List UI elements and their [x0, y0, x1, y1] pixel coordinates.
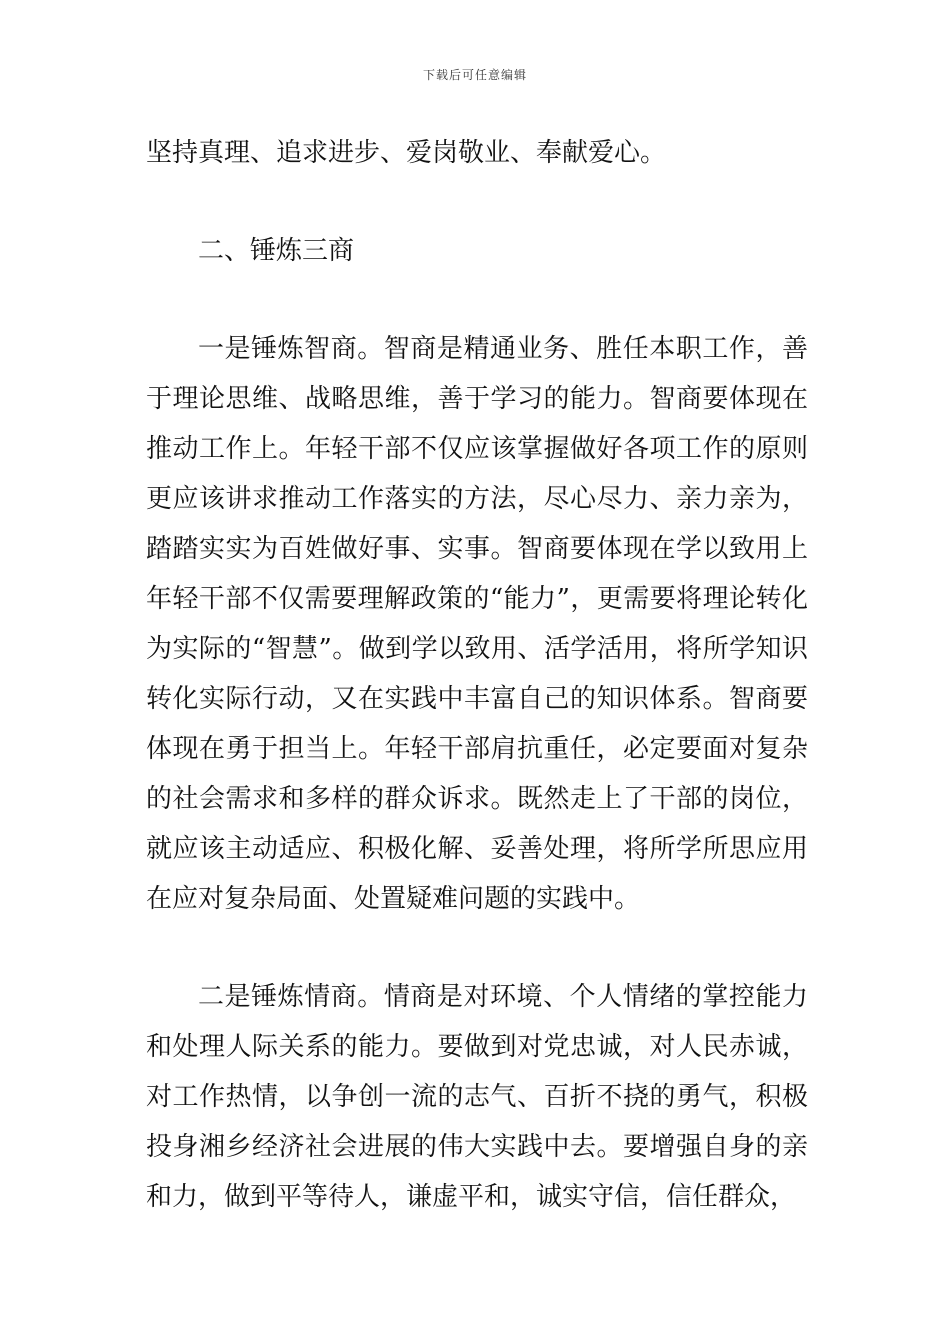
paragraph-continuation: 坚持真理、追求进步、爱岗敬业、奉献爱心。	[146, 138, 667, 168]
document-body	[146, 128, 808, 1222]
page-header: 下载后可任意编辑	[422, 68, 527, 82]
paragraph-eq: 二是锤炼情商。情商是对环境、个人情绪的掌控能力和处理人际关系的能力。要做到对党忠诚，对人民赤诚，对工作热情，以争创一流的志气、百折不挠的勇气，积极投身湘乡经济社会进展的伟大实践中去。要增强自身的亲和力，做到平等待人，谦虚平和，诚实守信，信任群众，	[146, 982, 808, 1212]
paragraph-iq: 一是锤炼智商。智商是精通业务、胜任本职工作，善于理论思维、战略思维，善于学习的能力。智商要体现在推动工作上。年轻干部不仅应该掌握做好各项工作的原则更应该讲求推动工作落实的方法，尽心尽力、亲力亲为，踏踏实实为百姓做好事、实事。智商要体现在学以致用上年轻干部不仅需要理解政策的“能力”，更需要将理论转化为实际的“智慧”。做到学以致用、活学活用，将所学知识转化实际行动，又在实践中丰富自己的知识体系。智商要体现在勇于担当上。年轻干部肩抗重任，必定要面对复杂的社会需求和多样的群众诉求。既然走上了干部的岗位，就应该主动适应、积极化解、妥善处理，将所学所思应用在应对复杂局面、处置疑难问题的实践中。	[146, 334, 808, 914]
section-heading: 二、锤炼三商	[198, 236, 355, 266]
